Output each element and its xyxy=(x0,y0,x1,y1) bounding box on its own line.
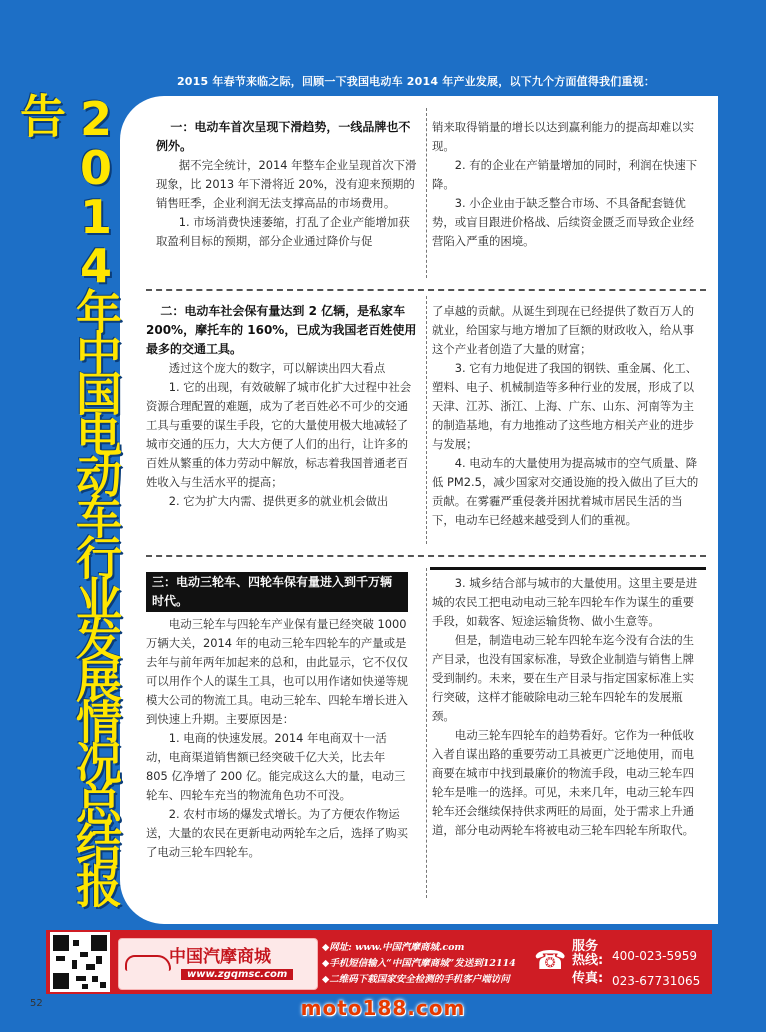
section-1-heading: 一：电动车首次呈现下滑趋势，一线品牌也不例外。 xyxy=(156,120,411,153)
paragraph: 3. 它有力地促进了我国的钢铁、重金属、化工、塑料、电子、机械制造等多种行业的发展，形成了以天津、江苏、浙江、上海、广东、山东、河南等为主的制造基地，有力地推动了这些地方相关产业的进步与发展； xyxy=(432,361,698,451)
fax-label: 传真: xyxy=(572,971,604,986)
intro-line: 2015 年春节来临之际，回顾一下我国电动车 2014 年产业发展，以下九个方面值得我们重视： xyxy=(176,75,656,88)
brand-logo[interactable] xyxy=(118,938,318,990)
section-3-rule xyxy=(430,567,706,570)
section-2-right xyxy=(432,302,704,530)
section-divider xyxy=(146,555,706,557)
paragraph: 电动三轮车四轮车的趋势看好。它作为一种低收入者自谋出路的重要劳动工具被更广泛地使用，而电商要在城市中找到最廉价的物流手段，电动三轮车四轮车是唯一的选择。可见，未来几年，电动三轮车四轮车还会继续保持供求两旺的局面，处于需求上升通道，部分电动两轮车将被电动三轮车四轮车所取代。 xyxy=(432,728,695,837)
paragraph: 电动三轮车与四轮车产业保有量已经突破 1000 万辆大关，2014 年的电动三轮车四轮车的产量或是去年与前年两年加起来的总和，由此显示，它不仅仅可以用作个人的谋生工具，也可以用作诸如快递等规模大公司的物流工具。电动三轮车、四轮车增长进入到快速上升期。主要原因是： xyxy=(146,617,408,726)
section-3-left xyxy=(146,572,408,862)
vertical-title: 2014年中国电动车行业发展情况总结报告 xyxy=(13,92,123,903)
paragraph: 1. 它的出现，有效破解了城市化扩大过程中社会资源合理配置的难题，成为了老百姓必不可少的交通工具与重要的谋生手段，它的大量使用极大地减轻了城市交通的压力，大大方便了人们的出行，让许多的百姓从繁重的体力劳动中解放，标志着我国普通老百姓收入与生活水平的提高； xyxy=(146,380,412,489)
section-2-left xyxy=(146,302,418,511)
contact-numbers xyxy=(612,944,700,994)
qr-code-icon[interactable] xyxy=(50,932,110,992)
section-divider xyxy=(146,289,706,291)
column-divider xyxy=(426,108,427,278)
page-number: 52 xyxy=(30,998,43,1009)
sms-line: ◆手机短信输入“中国汽摩商城”发送到12114 xyxy=(322,958,516,969)
paragraph: 但是，制造电动三轮车四轮车迄今没有合法的生产目录，也没有国家标准，导致企业制造与销售上牌受到制约。未来，要在生产目录与指定国家标准上实行突破，这样才能破除电动三轮车四轮车的发展瓶颈。 xyxy=(432,633,695,723)
column-divider xyxy=(426,296,427,544)
paragraph: 4. 电动车的大量使用为提高城市的空气质量、降低 PM2.5，减少国家对交通设施的投入做出了巨大的贡献。在雾霾严重侵袭并困扰着城市居民生活的当下，电动车已经越来越受到人们的重视。 xyxy=(432,456,699,527)
fax-number: 023-67731065 xyxy=(612,974,701,988)
paragraph: 3. 小企业由于缺乏整合市场、不具备配套链优势，或盲目跟进价格战、后续资金匮乏而导致企业经营陷入严重的困境。 xyxy=(432,196,694,248)
paragraph: 3. 城乡结合部与城市的大量使用。这里主要是进城的农民工把电动电动三轮车四轮车作为谋生的重要手段，如载客、短途运输货物、做小生意等。 xyxy=(432,576,698,628)
paragraph: 了卓越的贡献。从诞生到现在已经提供了数百万人的就业，给国家与地方增加了巨额的财政收入，给从事这个产业者创造了大量的财富； xyxy=(432,304,694,356)
website-line[interactable]: ◆网址: www.中国汽摩商城.com xyxy=(322,942,465,953)
section-1-right xyxy=(432,118,704,251)
paragraph: 透过这个庞大的数字，可以解读出四大看点 xyxy=(168,361,386,375)
section-3-heading: 三：电动三轮车、四轮车保有量进入到千万辆时代。 xyxy=(146,572,408,612)
service-number[interactable]: 400-023-5959 xyxy=(612,949,698,963)
logo-title: 中国汽摩商城 xyxy=(169,947,271,967)
paragraph: 2. 有的企业在产销量增加的同时，利润在快速下降。 xyxy=(432,158,698,191)
phone-icon: ☎ xyxy=(534,946,567,976)
paragraph: 2. 农村市场的爆发式增长。为了方便农作物运送，大量的农民在更新电动两轮车之后，选择了购买了电动三轮车四轮车。 xyxy=(146,807,408,859)
section-3-right xyxy=(432,574,704,840)
ad-contact-lines xyxy=(322,940,516,988)
logo-url: www.zgqmsc.com xyxy=(181,969,293,980)
qr-download-line: ◆二维码下载国家安全检测的手机客户端访问 xyxy=(322,974,510,985)
car-icon xyxy=(125,955,171,971)
paragraph: 2. 它为扩大内需、提供更多的就业机会做出 xyxy=(168,494,389,508)
paragraph: 据不完全统计，2014 年整车企业呈现首次下滑现象，比 2013 年下滑将近 20%，没有迎来预期的销售旺季，企业利润无法支撑高品的市场费用。 xyxy=(156,158,417,210)
section-1-left xyxy=(156,118,418,251)
service-labels xyxy=(572,940,606,987)
section-2-heading: 二：电动车社会保有量达到 2 亿辆，是私家车 200%，摩托车的 160%，已成为我国老百姓使用最多的交通工具。 xyxy=(146,304,417,356)
paragraph: 1. 市场消费快速萎缩，打乱了企业产能增加获取盈利目标的预期，部分企业通过降价与促 xyxy=(156,215,410,248)
service-hotline-label: 服务热线: xyxy=(572,939,604,968)
watermark: moto188.com xyxy=(300,996,466,1020)
paragraph: 销来取得销量的增长以达到赢利能力的提高却难以实现。 xyxy=(432,120,694,153)
column-divider xyxy=(426,568,427,898)
paragraph: 1. 电商的快速发展。2014 年电商双十一活动，电商渠道销售额已经突破千亿大关，比去年 805 亿净增了 200 亿。能完成这么大的量，电动三轮车、四轮车充当的物流角色功不可没。 xyxy=(146,731,406,802)
